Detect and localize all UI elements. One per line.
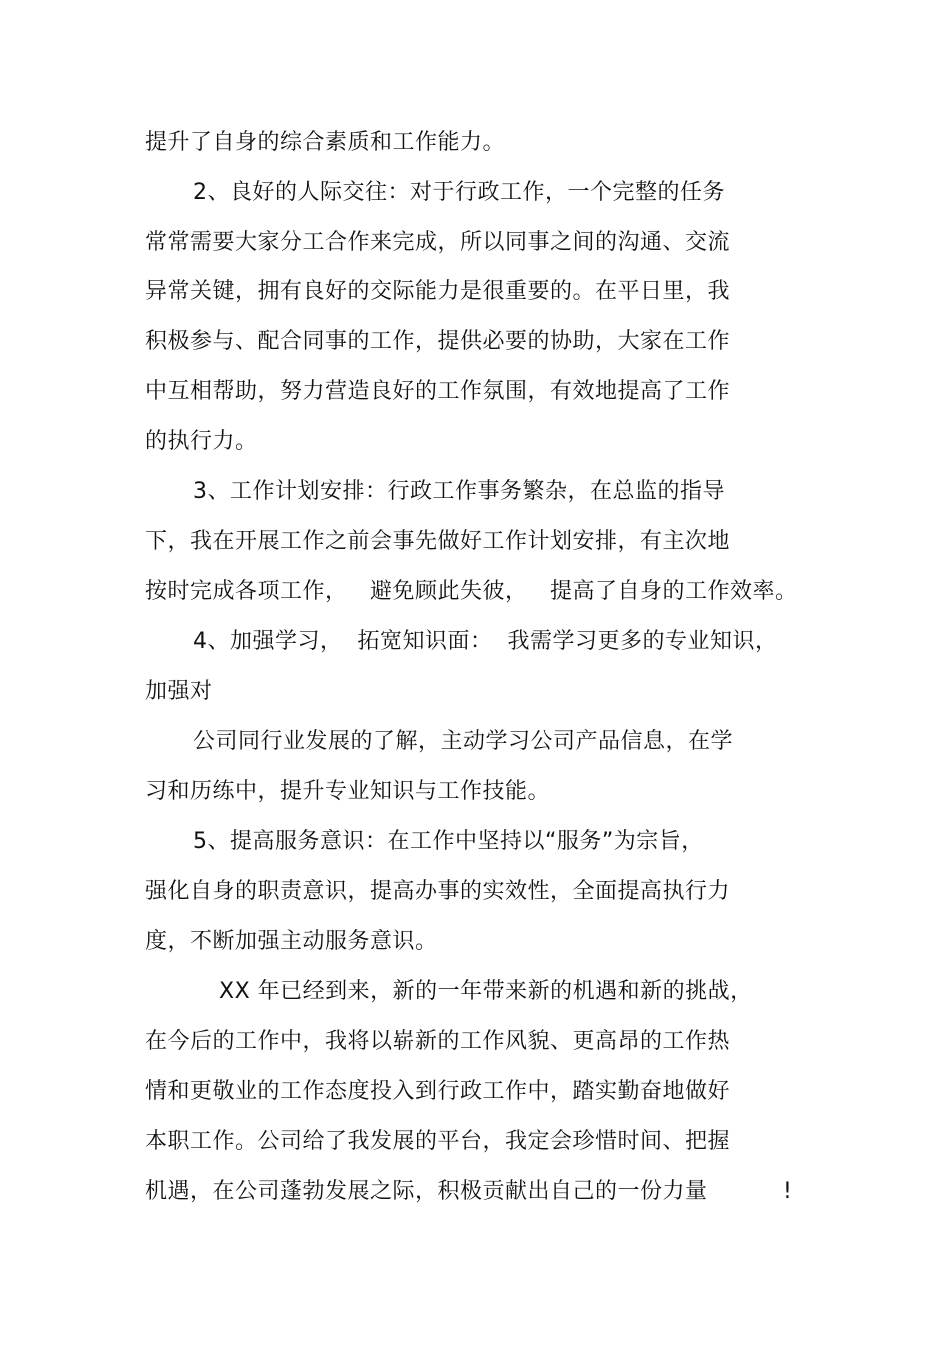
paragraph-line: 习和历练中，提升专业知识与工作技能。 — [145, 779, 551, 804]
paragraph-line: 本职工作。公司给了我发展的平台，我定会珍惜时间、把握 — [145, 1129, 731, 1154]
paragraph-line: 积极参与、配合同事的工作，提供必要的协助，大家在工作 — [145, 329, 731, 354]
paragraph-line: 按时完成各项工作， 避免顾此失彼， 提高了自身的工作效率。 — [145, 579, 798, 604]
paragraph-line: 加强对 — [145, 679, 213, 704]
paragraph-line: 强化自身的职责意识，提高办事的实效性，全面提高执行力 — [145, 879, 731, 904]
paragraph-line: 提升了自身的综合素质和工作能力。 — [145, 130, 506, 155]
paragraph-line: XX 年已经到来，新的一年带来新的机遇和新的挑战， — [219, 979, 753, 1004]
paragraph-line: 下，我在开展工作之前会事先做好工作计划安排，有主次地 — [145, 529, 731, 554]
paragraph-line: 4、加强学习， 拓宽知识面： 我需学习更多的专业知识， — [193, 629, 778, 654]
paragraph-line: 机遇，在公司蓬勃发展之际，积极贡献出自己的一份力量 — [145, 1179, 708, 1204]
paragraph-line: 2、良好的人际交往：对于行政工作，一个完整的任务 — [193, 180, 725, 205]
paragraph-line: 异常关键，拥有良好的交际能力是很重要的。在平日里，我 — [145, 279, 731, 304]
paragraph-line: 5、提高服务意识：在工作中坚持以“服务”为宗旨， — [193, 829, 704, 854]
exclamation-mark: ! — [783, 1179, 792, 1204]
paragraph-line: 的执行力。 — [145, 429, 258, 454]
paragraph-line: 公司同行业发展的了解，主动学习公司产品信息，在学 — [193, 729, 734, 754]
paragraph-line: 情和更敬业的工作态度投入到行政工作中，踏实勤奋地做好 — [145, 1079, 731, 1104]
paragraph-line: 度，不断加强主动服务意识。 — [145, 929, 438, 954]
paragraph-line: 常常需要大家分工合作来完成，所以同事之间的沟通、交流 — [145, 230, 731, 255]
paragraph-line: 3、工作计划安排：行政工作事务繁杂，在总监的指导 — [193, 479, 725, 504]
paragraph-line: 中互相帮助，努力营造良好的工作氛围，有效地提高了工作 — [145, 379, 731, 404]
paragraph-line: 在今后的工作中，我将以崭新的工作风貌、更高昂的工作热 — [145, 1029, 731, 1054]
